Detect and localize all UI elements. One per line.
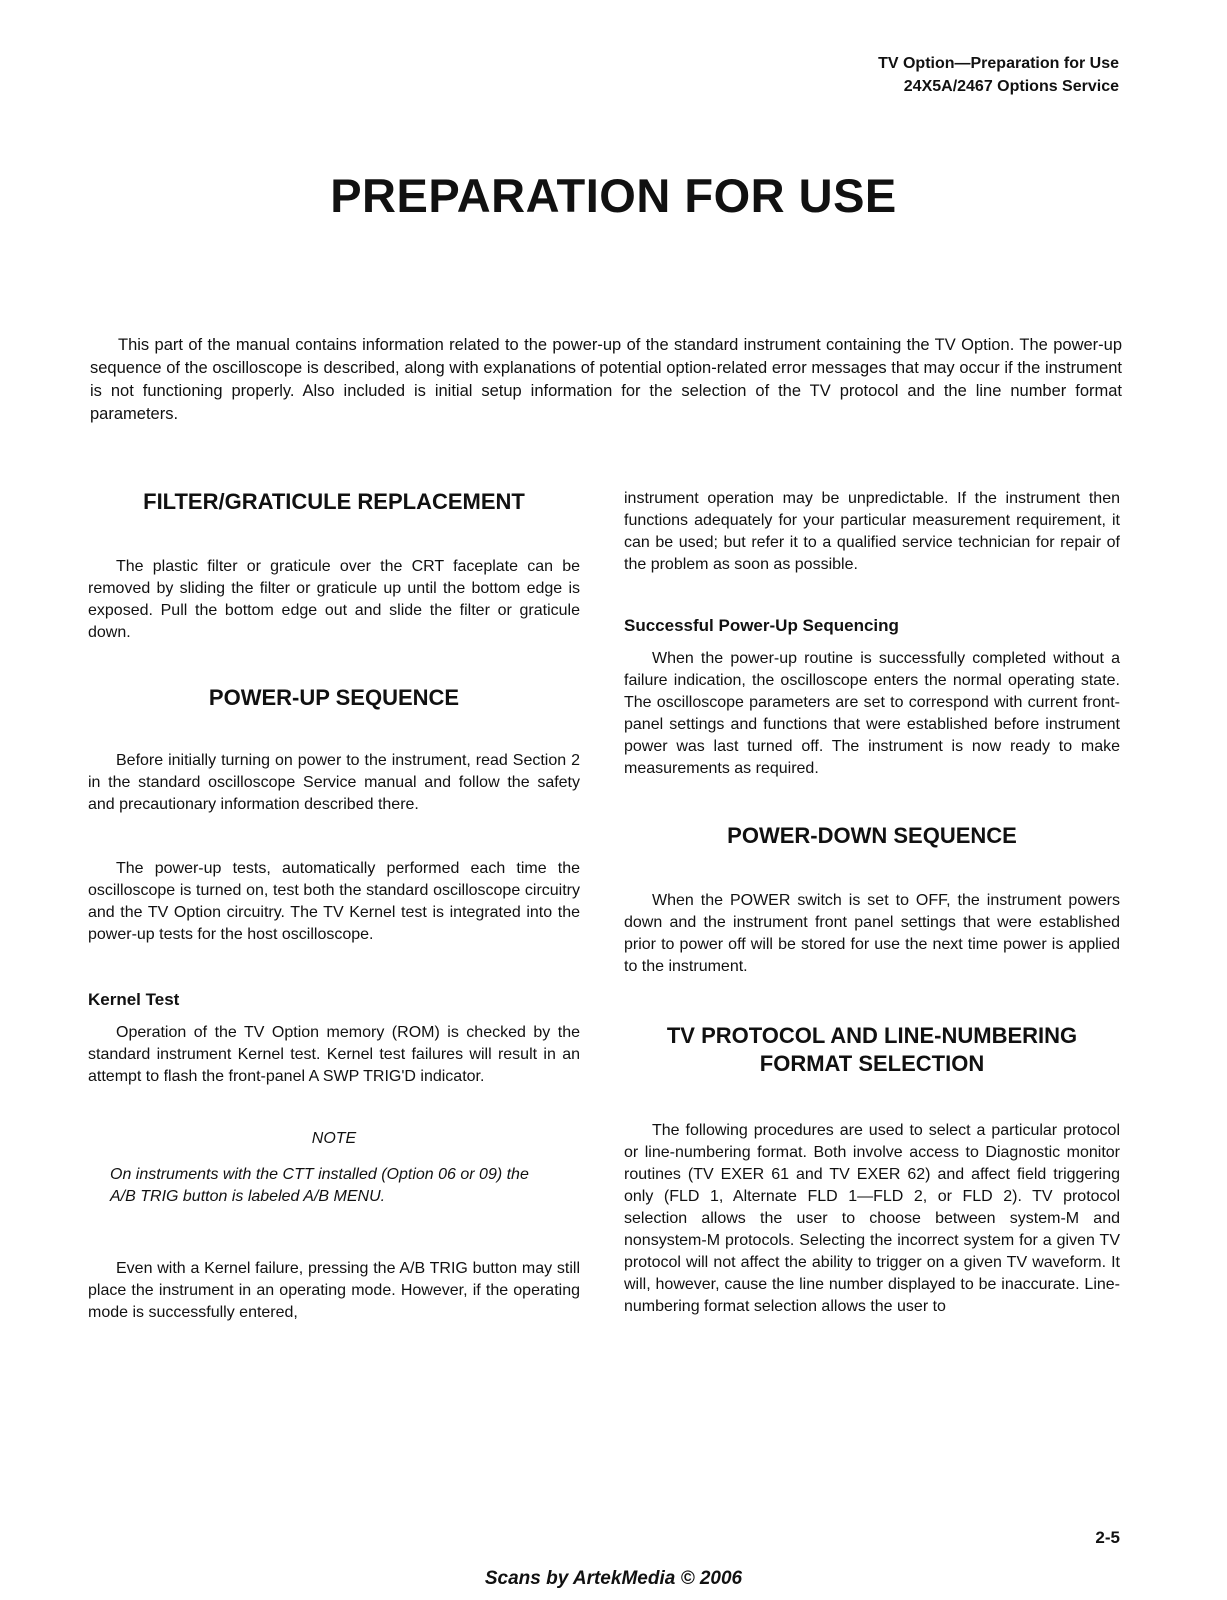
footer-credit: Scans by ArtekMedia © 2006 <box>484 1568 743 1589</box>
note-body: On instruments with the CTT installed (Option 06 or 09) the A/B TRIG button is labeled A/B MENU. <box>110 1166 529 1205</box>
heading-tv-protocol-line2: FORMAT SELECTION <box>759 1051 985 1076</box>
filter-paragraph: The plastic filter or graticule over the CRT faceplate can be removed by sliding the filter or graticule up until the bottom edge is exposed. Pull the bottom edge out and slide the filter or graticule down. <box>88 558 580 641</box>
running-header <box>878 52 1119 98</box>
heading-tv-protocol-line1: TV PROTOCOL AND LINE-NUMBERING <box>666 1023 1078 1048</box>
intro-paragraph: This part of the manual contains information related to the power-up of the standard instrument containing the TV Option. The power-up sequence of the oscilloscope is described, along with explanations of potential option-related error messages that may occur if the instrument is not functioning properly. Also included is initial setup information for the selection of the TV protocol and the line number format parameters. <box>90 336 1122 423</box>
power-up-paragraph-1: Before initially turning on power to the instrument, read Section 2 in the standard oscilloscope Service manual and follow the safety and precautionary information described there. <box>88 752 580 813</box>
power-down-paragraph: When the POWER switch is set to OFF, the instrument powers down and the instrument front panel settings that were established prior to power off will be stored for use the next time power is applied to the instrument. <box>624 892 1120 975</box>
note-heading: NOTE <box>311 1130 357 1147</box>
heading-successful-power-up: Successful Power-Up Sequencing <box>624 616 899 635</box>
kernel-failure-paragraph: Even with a Kernel failure, pressing the A/B TRIG button may still place the instrument in an operating mode. However, if the operating mode is successfully entered, <box>88 1260 580 1321</box>
kernel-test-paragraph: Operation of the TV Option memory (ROM) is checked by the standard instrument Kernel test. Kernel test failures will result in an attempt to flash the front-panel A SWP TRIG'D indicator. <box>88 1024 580 1085</box>
running-header-line2: 24X5A/2467 Options Service <box>903 78 1119 95</box>
tv-protocol-paragraph: The following procedures are used to select a particular protocol or line-numbering format. Both involve access to Diagnostic monitor routines (TV EXER 61 and TV EXER 62) and affect field triggering only (FLD 1, Alternate FLD 1—FLD 2, or FLD 2). TV protocol selection allows the user to choose between system-M and nonsystem-M protocols. Selecting the incorrect system for a given TV protocol will not affect the ability to trigger on a given TV waveform. It will, however, cause the line number displayed to be inaccurate. Line-numbering format selection allows the user to <box>624 1122 1120 1315</box>
successful-power-up-paragraph: When the power-up routine is successfully completed without a failure indication, the oscilloscope enters the normal operating state. The oscilloscope parameters are set to correspond with current front-panel settings and functions that were established before instrument power was last turned off. The instrument is now ready to make measurements as required. <box>624 650 1120 777</box>
heading-tv-protocol <box>624 1022 1120 1078</box>
right-column <box>624 488 1120 1318</box>
running-header-line1: TV Option—Preparation for Use <box>878 55 1119 72</box>
heading-filter-graticule: FILTER/GRATICULE REPLACEMENT <box>143 489 525 514</box>
continued-paragraph: instrument operation may be unpredictable. If the instrument then functions adequately for your particular measurement requirement, it can be used; but refer it to a qualified service technician for repair of the problem as soon as possible. <box>624 490 1120 573</box>
page-number: 2-5 <box>1095 1528 1120 1547</box>
heading-power-up-sequence: POWER-UP SEQUENCE <box>208 685 460 710</box>
page-title: PREPARATION FOR USE <box>330 169 897 222</box>
heading-power-down-sequence: POWER-DOWN SEQUENCE <box>727 823 1017 848</box>
heading-kernel-test: Kernel Test <box>88 990 180 1009</box>
left-column <box>88 488 580 1324</box>
power-up-paragraph-2: The power-up tests, automatically performed each time the oscilloscope is turned on, test both the standard oscilloscope circuitry and the TV Option circuitry. The TV Kernel test is integrated into the power-up tests for the host oscilloscope. <box>88 860 580 943</box>
